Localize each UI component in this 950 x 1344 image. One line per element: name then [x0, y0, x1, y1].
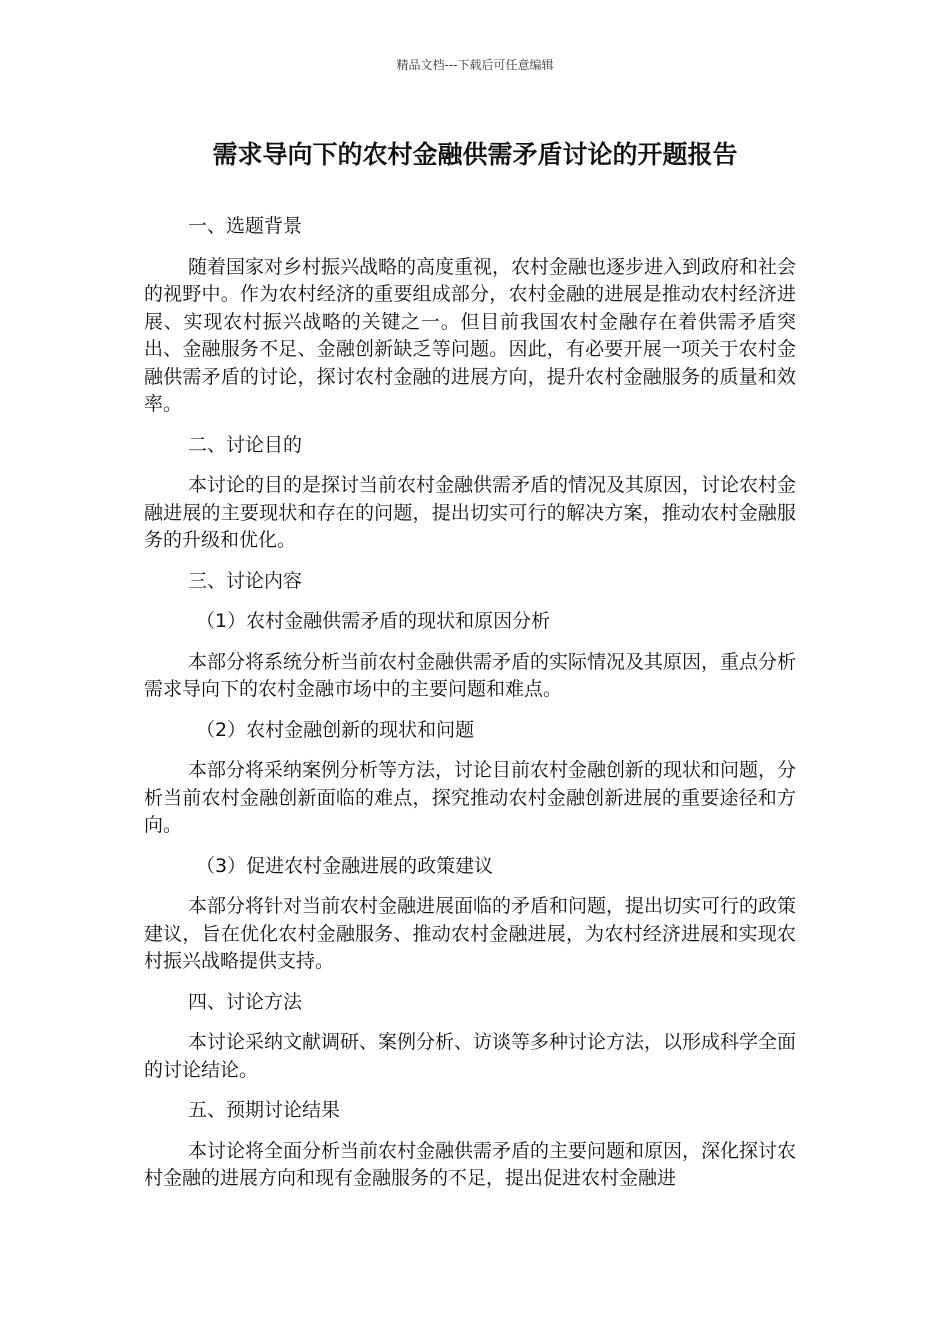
subheading-content-1: （1）农村金融供需矛盾的现状和原因分析 — [196, 610, 551, 632]
document-body — [144, 213, 796, 1193]
subheading-content-2: （2）农村金融创新的现状和问题 — [196, 718, 475, 741]
section-heading-content: 三、讨论内容 — [188, 569, 303, 592]
section-heading-method: 四、讨论方法 — [188, 990, 303, 1013]
paragraph-content-1: 本部分将系统分析当前农村金融供需矛盾的实际情况及其原因，重点分析需求导向下的农村金融市场中的主要问题和难点。 — [144, 650, 797, 700]
paragraph-results: 本讨论将全面分析当前农村金融供需矛盾的主要问题和原因，深化探讨农村金融的进展方向和现有金融服务的不足，提出促进农村金融进 — [144, 1139, 797, 1189]
paragraph-content-2: 本部分将采纳案例分析等方法，讨论目前农村金融创新的现状和问题，分析当前农村金融创新面临的难点，探究推动农村金融创新进展的重要途径和方向。 — [144, 759, 797, 836]
subheading-content-3: （3）促进农村金融进展的政策建议 — [196, 854, 494, 877]
page-header: 精品文档---下载后可任意编辑 — [396, 58, 554, 72]
section-heading-results: 五、预期讨论结果 — [188, 1099, 341, 1121]
paragraph-content-3: 本部分将针对当前农村金融进展面临的矛盾和问题，提出切实可行的政策建议，旨在优化农村金融服务、推动农村金融进展，为农村经济进展和实现农村振兴战略提供支持。 — [144, 895, 797, 972]
paragraph-background: 随着国家对乡村振兴战略的高度重视，农村金融也逐步进入到政府和社会的视野中。作为农村经济的重要组成部分，农村金融的进展是推动农村经济进展、实现农村振兴战略的关键之一。但目前我国农村金融存在着供需矛盾突出、金融服务不足、金融创新缺乏等问题。因此，有必要开展一项关于农村金融供需矛盾的讨论，探讨农村金融的进展方向，提升农村金融服务的质量和效率。 — [144, 255, 797, 415]
section-heading-background: 一、选题背景 — [188, 215, 303, 237]
paragraph-purpose: 本讨论的目的是探讨当前农村金融供需矛盾的情况及其原因，讨论农村金融进展的主要现状和存在的问题，提出切实可行的解决方案，推动农村金融服务的升级和优化。 — [144, 474, 797, 551]
document-title: 需求导向下的农村金融供需矛盾讨论的开题报告 — [212, 140, 738, 169]
section-heading-purpose: 二、讨论目的 — [188, 433, 303, 456]
paragraph-method: 本讨论采纳文献调研、案例分析、访谈等多种讨论方法，以形成科学全面的讨论结论。 — [144, 1031, 797, 1081]
